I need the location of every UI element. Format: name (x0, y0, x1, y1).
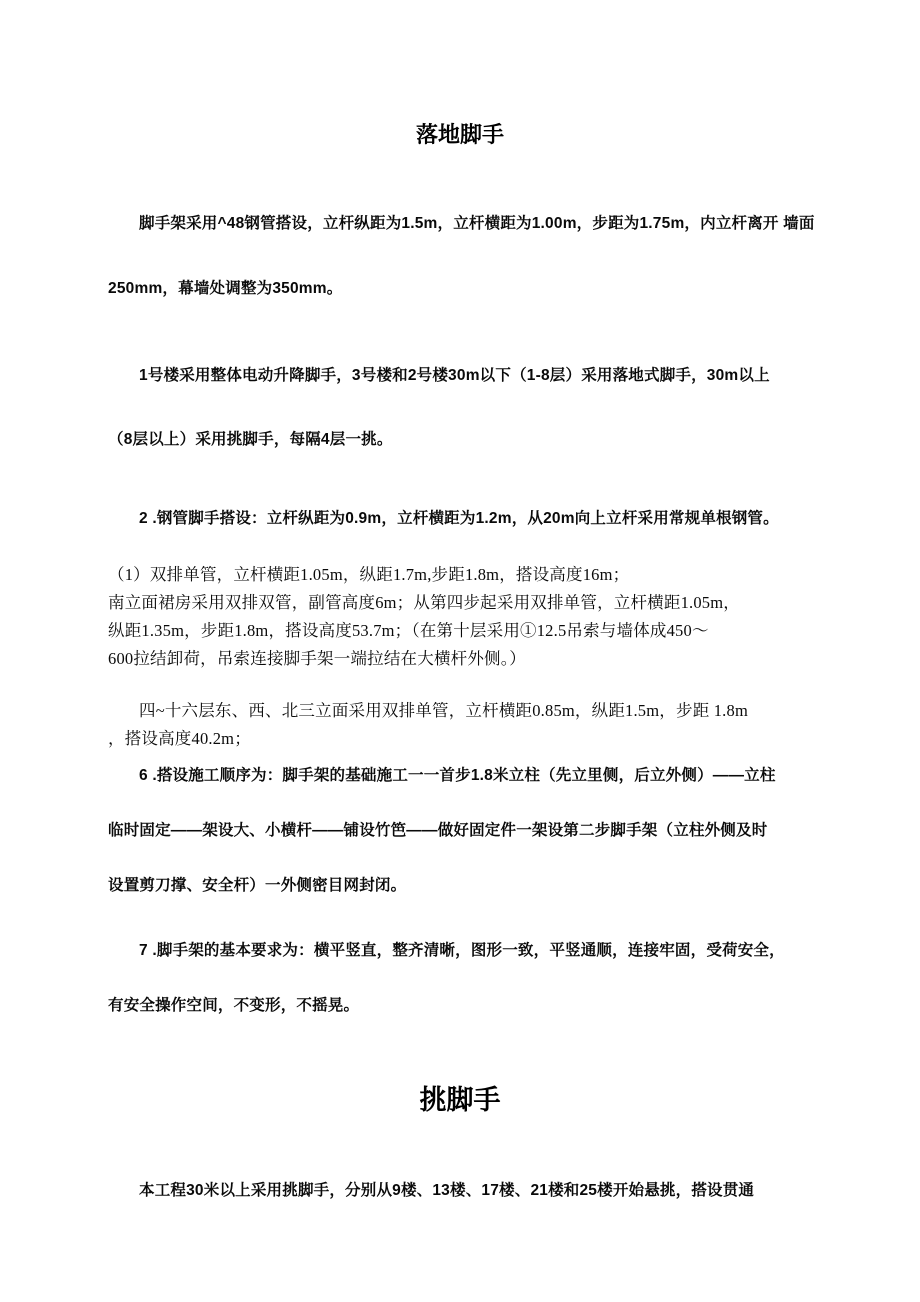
paragraph-line: 脚手架采用^48钢管搭设，立杆纵距为1.5m，立杆横距为1.00m，步距为1.75m，内立杆离开 墙面 (139, 215, 815, 232)
section-title-ludi-jiaoshou: 落地脚手 (415, 122, 504, 147)
paragraph-line: 纵距1.35m，步距1.8m，搭设高度53.7m；（在第十层采用①12.5吊索与墙体成450〜 (108, 621, 709, 640)
paragraph-line: 设置剪刀撑、安全杆）一外侧密目网封闭。 (108, 877, 407, 894)
paragraph-line: 7 .脚手架的基本要求为：横平竖直，整齐清晰，图形一致，平竖通顺，连接牢固，受荷安全， (139, 942, 785, 959)
paragraph-line: 临时固定——架设大、小横杆——铺设竹笆——做好固定件一架设第二步脚手架（立柱外侧及时 (108, 822, 768, 839)
paragraph-line: （1）双排单管，立杆横距1.05m，纵距1.7m,步距1.8m，搭设高度16m； (108, 565, 630, 584)
paragraph-line: 南立面裙房采用双排双管，副管高度6m；从第四步起采用双排单管，立杆横距1.05m， (108, 593, 740, 612)
paragraph-line: 250mm，幕墙处调整为350mm。 (108, 280, 343, 297)
paragraph-line: ，搭设高度40.2m； (108, 729, 251, 748)
paragraph-line: 本工程30米以上采用挑脚手，分别从9楼、13楼、17楼、21楼和25楼开始悬挑，搭设贯通 (139, 1182, 755, 1199)
paragraph-line: 2 .钢管脚手搭设：立杆纵距为0.9m，立杆横距为1.2m，从20m向上立杆采用常规单根钢管。 (139, 510, 779, 527)
section-title-tiao-jiaoshou: 挑脚手 (419, 1085, 501, 1115)
paragraph-line: 四~十六层东、西、北三立面采用双排单管，立杆横距0.85m，纵距1.5m，步距 1.8m (139, 701, 748, 720)
paragraph-line: 1号楼采用整体电动升降脚手，3号楼和2号楼30m以下（1-8层）采用落地式脚手，30m以上 (139, 367, 770, 384)
paragraph-line: 600拉结卸荷，吊索连接脚手架一端拉结在大横杆外侧。） (108, 649, 526, 668)
paragraph-line: 有安全操作空间，不变形，不摇晃。 (108, 997, 360, 1014)
paragraph-line: 6 .搭设施工顺序为：脚手架的基础施工一一首步1.8米立柱（先立里侧，后立外侧）——立柱 (139, 767, 776, 784)
paragraph-line: （8层以上）采用挑脚手，每隔4层一挑。 (108, 431, 393, 448)
